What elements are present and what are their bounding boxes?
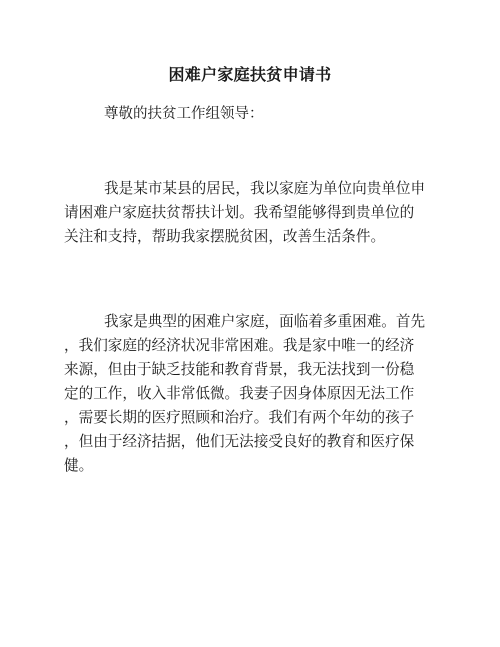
paragraph-line: 关注和支持，帮助我家摆脱贫困，改善生活条件。 [64,228,386,245]
paragraph-line: 我是某市某县的居民，我以家庭为单位向贵单位申 [104,180,426,197]
paragraph-line: 来源，但由于缺乏技能和教育背景，我无法找到一份稳 [64,361,415,378]
paragraph-situation [64,310,444,478]
paragraph-line: ，我们家庭的经济状况非常困难。我是家中唯一的经济 [64,337,415,354]
paragraph-line: 定的工作，收入非常低微。我妻子因身体原因无法工作 [64,385,415,402]
paragraph-line: ，但由于经济拮据，他们无法接受良好的教育和医疗保 [64,433,415,450]
salutation: 尊敬的扶贫工作组领导： [104,106,264,122]
paragraph-intro [64,177,444,249]
document-title: 困难户家庭扶贫申请书 [168,65,332,84]
paragraph-line: 健。 [64,457,94,474]
paragraph-line: 请困难户家庭扶贫帮扶计划。我希望能够得到贵单位的 [64,204,415,221]
paragraph-line: ，需要长期的医疗照顾和治疗。我们有两个年幼的孩子 [64,409,415,426]
paragraph-line: 我家是典型的困难户家庭，面临着多重困难。首先 [104,313,426,330]
